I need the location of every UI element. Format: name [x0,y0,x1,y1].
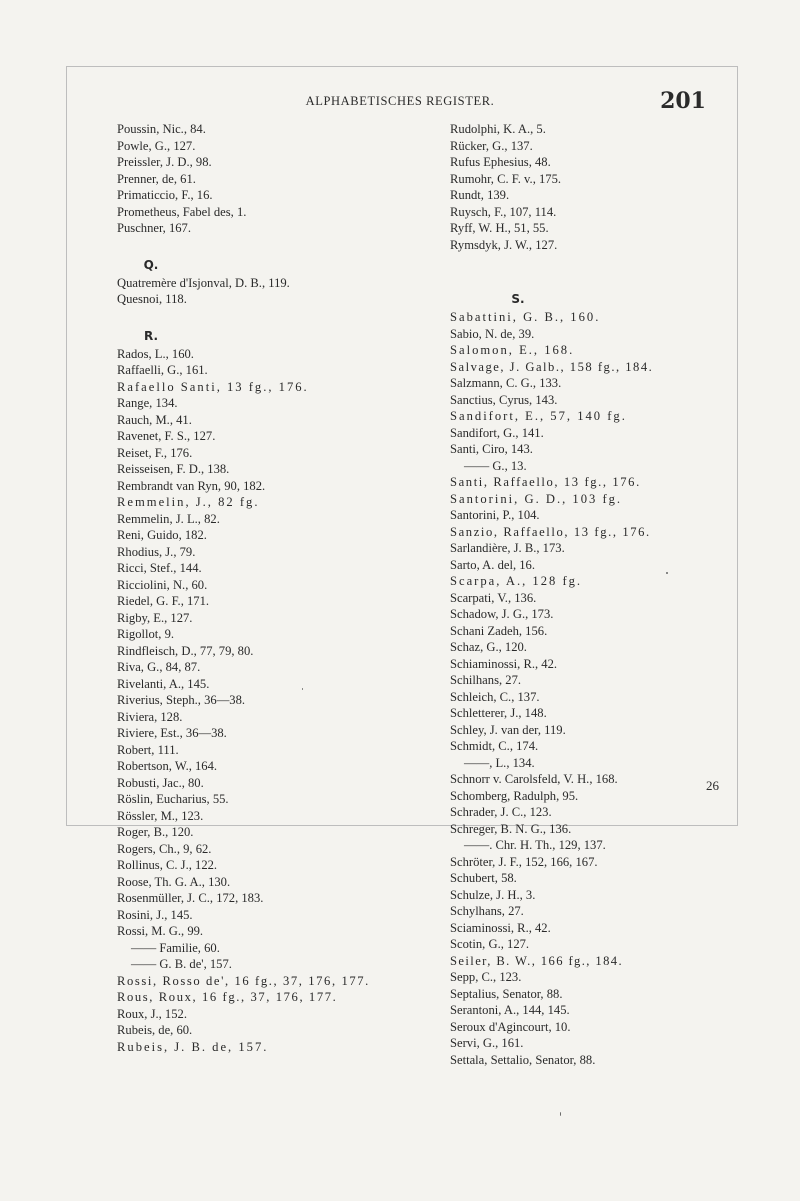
page-number: 201 [660,88,706,114]
index-entry: Poussin, Nic., 84. [117,122,206,136]
index-entry: Reni, Guido, 182. [117,528,207,542]
index-entry: Riviere, Est., 36—38. [117,726,227,740]
index-entry: Powle, G., 127. [117,138,196,153]
spacer [117,237,417,255]
index-entry: Riva, G., 84, 87. [117,660,201,674]
page-frame-left [66,66,67,826]
index-entry: Remmelin, J., 82 fg. [117,495,260,509]
printer-signature: 26 [706,778,719,793]
index-entry: Roger, B., 120. [117,825,194,839]
index-entry: Remmelin, J. L., 82. [117,511,220,526]
index-entry: Santi, Ciro, 143. [450,442,533,456]
index-entry: Scarpa, A., 128 fg. [450,574,583,588]
index-entry: Rossi, Rosso de', 16 fg., 37, 176, 177. [117,973,370,988]
index-entry: Ravenet, F. S., 127. [117,429,216,443]
index-entry: Rogers, Ch., 9, 62. [117,841,212,856]
index-entry: Rufus Ephesius, 48. [450,155,551,169]
index-entry: Roose, Th. G. A., 130. [117,874,231,889]
index-entry: Settala, Settalio, Senator, 88. [450,1052,596,1067]
index-entry: Reiset, F., 176. [117,445,193,460]
running-title: ALPHABETISCHES REGISTER. [305,94,495,108]
index-entry: Schnorr v. Carolsfeld, V. H., 168. [450,772,618,786]
index-entry: Rafaello Santi, 13 fg., 176. [117,379,309,394]
index-entry: Schröter, J. F., 152, 166, 167. [450,854,598,869]
index-entry: Schadow, J. G., 173. [450,607,554,621]
index-entry: Rhodius, J., 79. [117,544,196,559]
index-entry: Riedel, G. F., 171. [117,594,210,608]
index-entry: Schreger, B. N. G., 136. [450,821,572,836]
index-entry: Rymsdyk, J. W., 127. [450,237,558,252]
index-entry: Schomberg, Radulph, 95. [450,788,579,803]
index-entry: Ryff, W. H., 51, 55. [450,221,549,235]
index-entry: Rosenmüller, J. C., 172, 183. [117,891,264,905]
index-entry: Schleich, C., 137. [450,689,540,704]
index-entry: Schiaminossi, R., 42. [450,656,558,671]
page-frame-top [66,66,738,67]
index-group-r [117,346,417,1056]
index-entry: Sarlandière, J. B., 173. [450,541,565,555]
index-entry: Serantoni, A., 144, 145. [450,1003,570,1017]
spacer [117,308,417,326]
index-entry: Rundt, 139. [450,188,510,202]
index-group-r-continued [450,121,740,253]
index-entry: Puschner, 167. [117,221,192,235]
index-entry: —— G., 13. [464,458,527,473]
index-entry: Schletterer, J., 148. [450,706,547,720]
index-entry: Schaz, G., 120. [450,640,527,654]
index-entry: Sabattini, G. B., 160. [450,310,601,324]
index-entry: Reisseisen, F. D., 138. [117,462,230,476]
index-entry: Rados, L., 160. [117,346,194,361]
index-entry: Schmidt, C., 174. [450,739,539,753]
index-entry: Sanzio, Raffaello, 13 fg., 176. [450,524,651,539]
index-entry: Rücker, G., 137. [450,138,533,153]
index-entry: Rembrandt van Ryn, 90, 182. [117,478,266,493]
index-entry: Rigby, E., 127. [117,610,193,625]
index-entry: Rosini, J., 145. [117,907,193,922]
index-entry: Sarto, A. del, 16. [450,557,536,572]
index-column-right [450,121,740,1068]
index-entry: Seroux d'Agincourt, 10. [450,1019,571,1034]
index-entry: —— Familie, 60. [131,940,220,955]
index-entry: Santorini, P., 104. [450,508,540,522]
index-entry: Rumohr, C. F. v., 175. [450,171,562,186]
index-entry: Sciaminossi, R., 42. [450,920,551,935]
index-entry: Primaticcio, F., 16. [117,188,213,202]
index-entry: Rindfleisch, D., 77, 79, 80. [117,643,254,658]
index-entry: Prenner, de, 61. [117,171,196,186]
index-entry: Sanctius, Cyrus, 143. [450,392,558,407]
index-entry: Riverius, Steph., 36—38. [117,693,246,707]
section-letter-s: S. [511,292,525,306]
index-entry: Sandifort, G., 141. [450,425,544,440]
index-entry: Santi, Raffaello, 13 fg., 176. [450,475,641,489]
spacer [450,253,740,289]
index-group-q [117,275,417,308]
index-group-s [450,309,740,1068]
index-entry: Seiler, B. W., 166 fg., 184. [450,953,624,968]
index-entry: Range, 134. [117,396,178,410]
index-entry: Rubeis, J. B. de, 157. [117,1039,269,1054]
index-entry: Preissler, J. D., 98. [117,155,212,169]
index-entry: Schilhans, 27. [450,673,522,687]
paper-speck [560,1112,561,1116]
index-entry: Schani Zadeh, 156. [450,623,548,638]
index-entry: Rous, Roux, 16 fg., 37, 176, 177. [117,990,338,1004]
index-entry: Septalius, Senator, 88. [450,986,563,1001]
index-entry: Sepp, C., 123. [450,970,522,984]
index-entry: Ricciolini, N., 60. [117,577,208,592]
index-entry: Rauch, M., 41. [117,412,192,427]
index-entry: Rollinus, C. J., 122. [117,858,218,872]
index-entry: Sabio, N. de, 39. [450,326,535,341]
index-entry: Sandifort, E., 57, 140 fg. [450,409,627,423]
index-entry: Robert, 111. [117,742,179,757]
section-letter-q: Q. [143,257,159,272]
index-entry: Prometheus, Fabel des, 1. [117,204,247,219]
index-entry: Ricci, Stef., 144. [117,561,202,575]
index-entry: Schrader, J. C., 123. [450,805,552,819]
index-entry: Rivelanti, A., 145. [117,676,210,691]
index-entry: Rossi, M. G., 99. [117,924,204,938]
index-entry: Schylhans, 27. [450,904,524,918]
index-entry: Servi, G., 161. [450,1036,524,1050]
paper-speck [302,688,303,690]
index-entry: Roux, J., 152. [117,1006,187,1021]
index-entry: Rigollot, 9. [117,627,175,641]
index-entry: Salvage, J. Galb., 158 fg., 184. [450,359,654,374]
index-entry: ——. Chr. H. Th., 129, 137. [464,838,606,852]
index-entry: Schubert, 58. [450,871,517,885]
index-entry: Rubeis, de, 60. [117,1023,193,1037]
index-entry: Quatremère d'Isjonval, D. B., 119. [117,275,290,290]
index-entry: Schley, J. van der, 119. [450,722,566,737]
index-entry: ——, L., 134. [464,755,535,770]
index-entry: Schulze, J. H., 3. [450,887,536,902]
index-entry: Robusti, Jac., 80. [117,775,204,790]
index-entry: Robertson, W., 164. [117,759,218,773]
index-entry: Ruysch, F., 107, 114. [450,204,557,219]
index-entry: Salomon, E., 168. [450,343,575,357]
index-entry: Santorini, G. D., 103 fg. [450,491,623,506]
paper-speck [666,572,668,574]
index-entry: Scotin, G., 127. [450,937,530,951]
index-entry: Rössler, M., 123. [117,808,204,823]
index-entry: Scarpati, V., 136. [450,590,537,605]
index-group-p [117,121,417,237]
index-entry: Quesnoi, 118. [117,292,187,306]
index-entry: Rudolphi, K. A., 5. [450,122,546,136]
index-entry: —— G. B. de', 157. [131,957,232,971]
index-entry: Salzmann, C. G., 133. [450,376,562,390]
section-letter-r: R. [143,328,159,343]
index-column-left [117,121,417,1055]
index-entry: Röslin, Eucharius, 55. [117,792,229,806]
index-entry: Raffaelli, G., 161. [117,363,208,377]
index-entry: Riviera, 128. [117,709,183,724]
